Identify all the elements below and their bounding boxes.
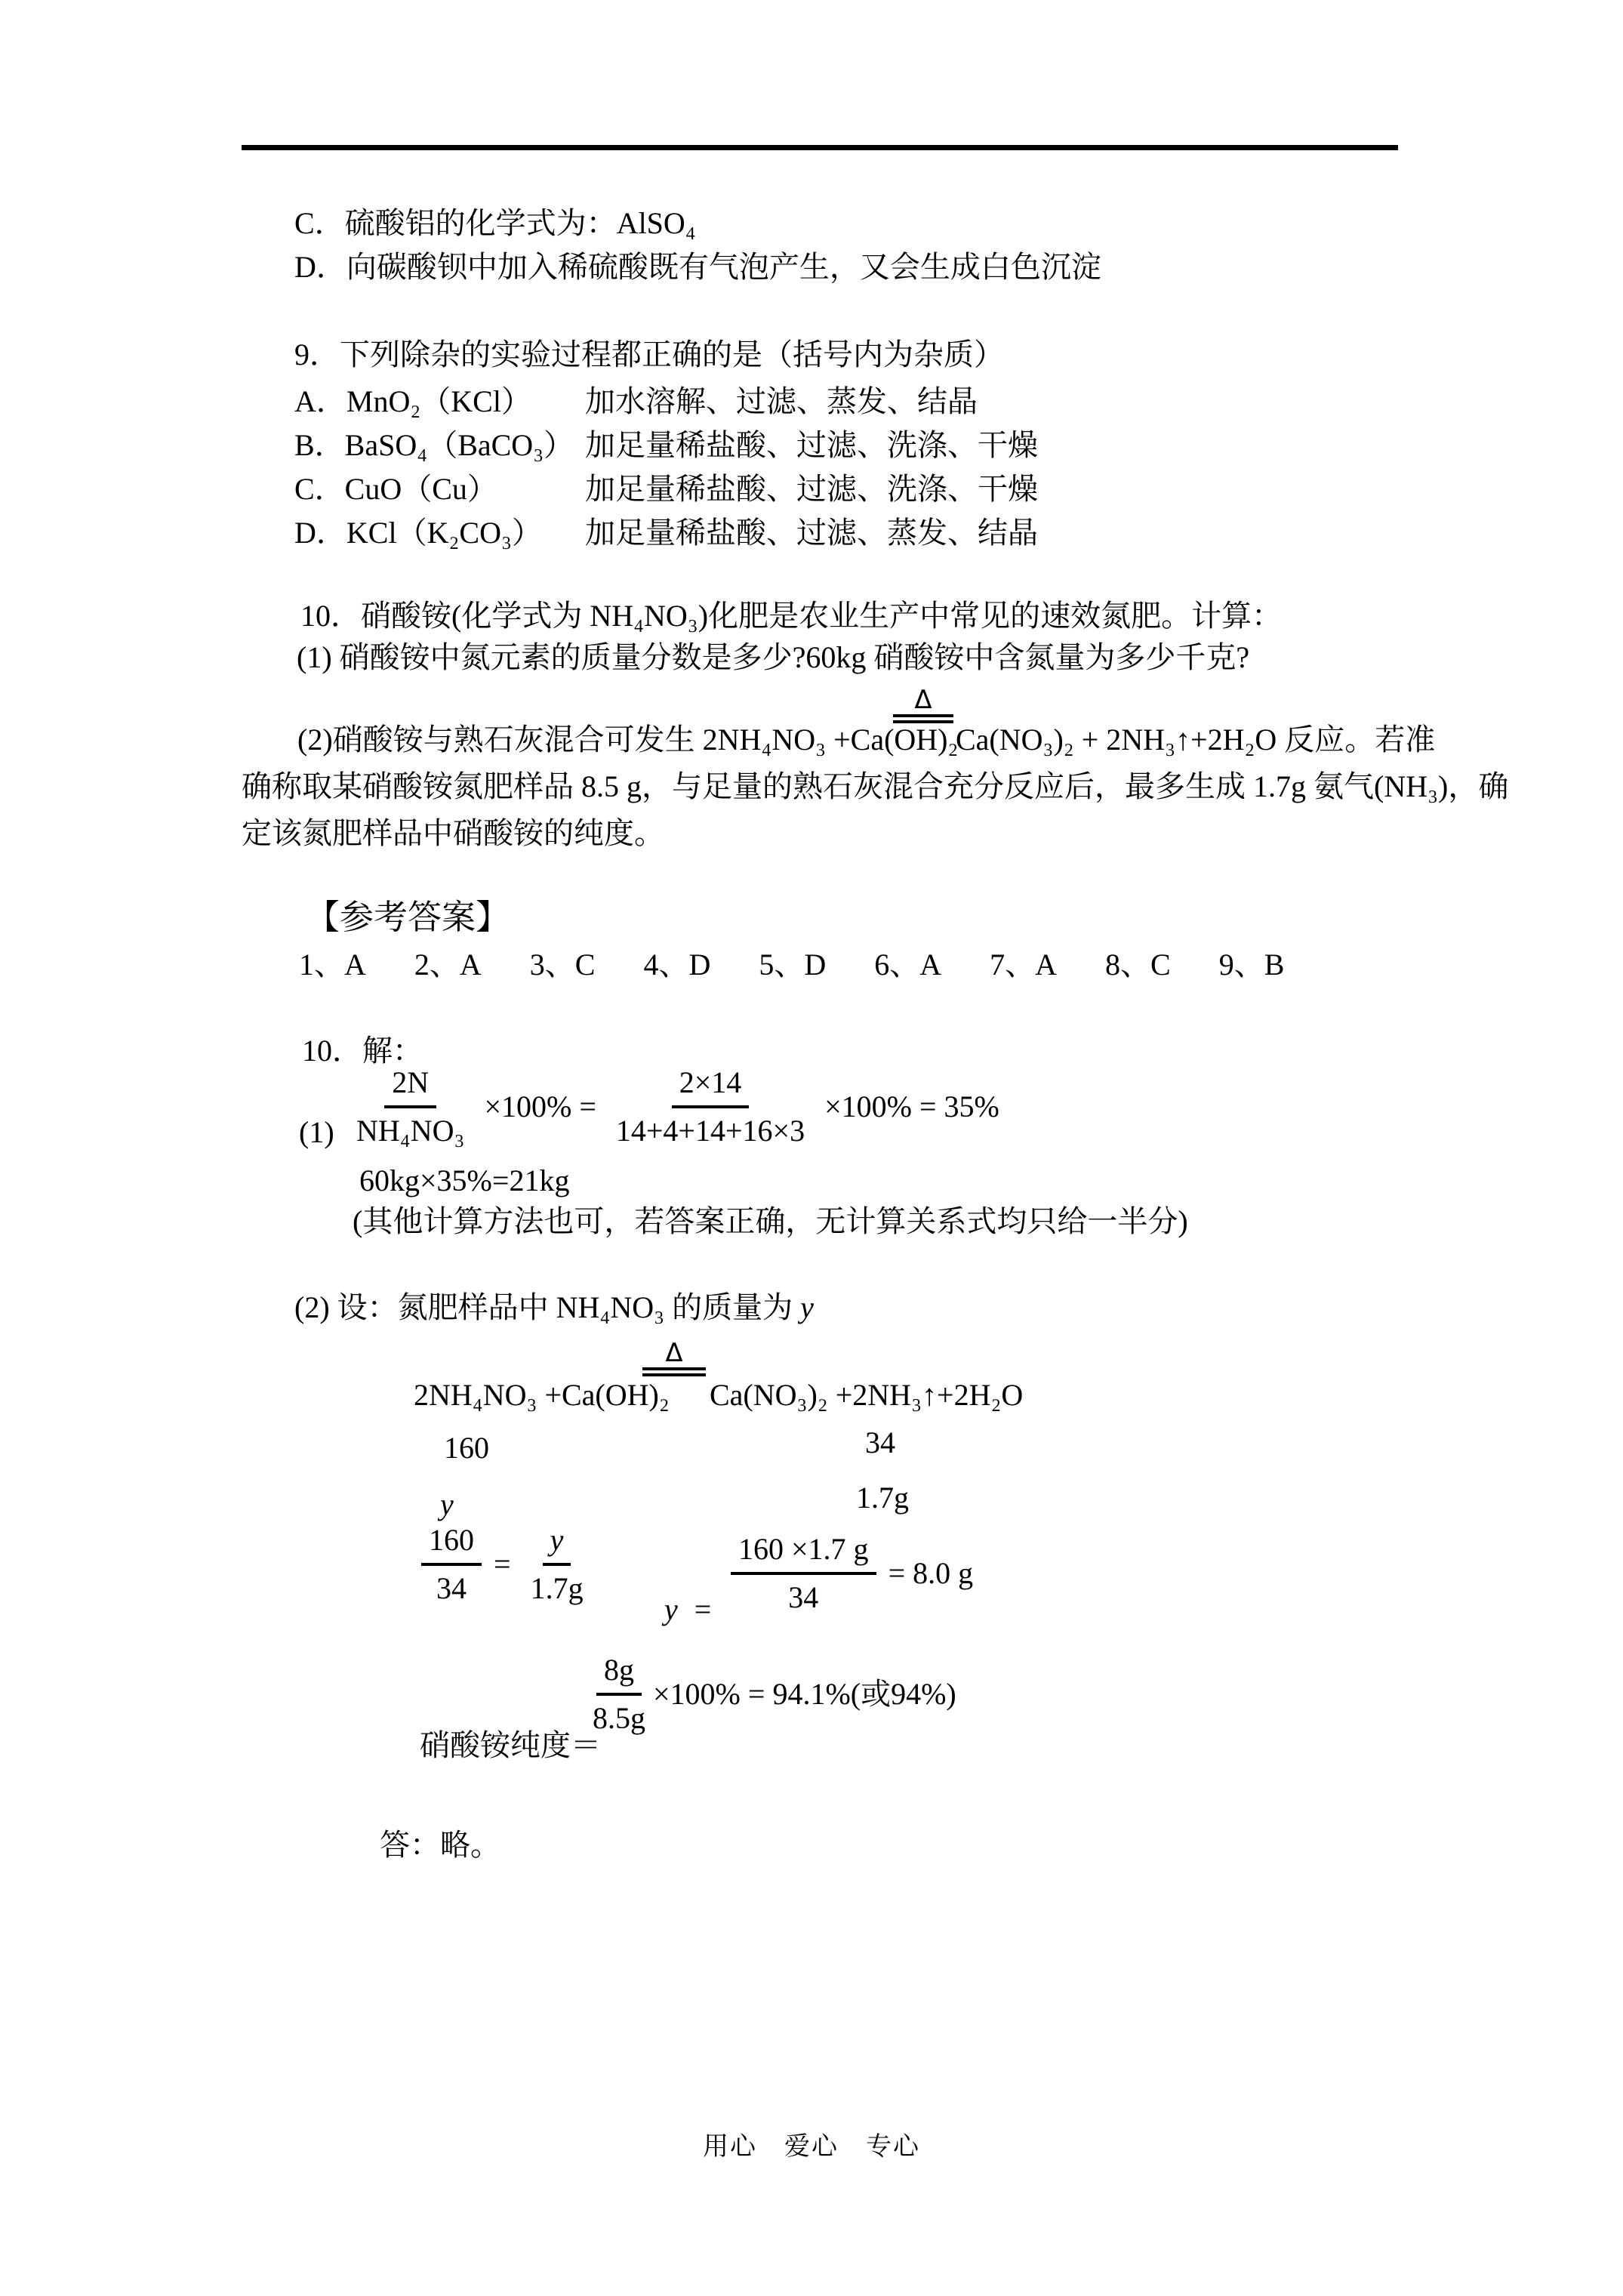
- answer-item-5: 5、D: [759, 948, 827, 982]
- frac-denominator: 34: [436, 1571, 467, 1605]
- q9-option-a-formula: A．MnO₂（KCl）: [294, 384, 531, 418]
- frac-denominator: 34: [788, 1580, 819, 1614]
- answer-item-1: 1、A: [299, 948, 366, 982]
- delta-icon: Δ: [914, 685, 932, 715]
- proportion-equation: [421, 1521, 591, 1608]
- q10-part2-line3: 定该氮肥样品中硝酸铵的纯度。: [242, 816, 664, 850]
- answer-row: [299, 945, 1284, 985]
- q9-option-d: [294, 513, 1038, 553]
- frac-numerator: y: [543, 1521, 571, 1566]
- solution1-note-line: (其他计算方法也可，若答案正确，无计算关系式均只给一半分): [353, 1204, 1188, 1238]
- frac-numerator: 2N: [384, 1063, 436, 1108]
- purity-label: 硝酸铵纯度＝: [420, 1728, 601, 1762]
- frac-160x17-34: [731, 1530, 876, 1617]
- set-line-text: (2) 设：氮肥样品中 NH₄NO₃ 的质量为: [294, 1290, 801, 1324]
- frac-2x14-sum: [608, 1063, 812, 1151]
- page-footer: 用心 爱心 专心: [703, 2133, 920, 2161]
- double-bond-line: [893, 714, 953, 723]
- frac-numerator: 2×14: [672, 1063, 750, 1108]
- equals-sign: =: [494, 1547, 511, 1581]
- q8-option-d: D．向碳酸钡中加入稀硫酸既有气泡产生，又会生成白色沉淀: [294, 250, 1101, 284]
- frac-denominator: 14+4+14+16×3: [615, 1114, 805, 1148]
- double-bond-line: [642, 1367, 706, 1376]
- final-answer-line: 答：略。: [380, 1828, 500, 1862]
- q10-part2-line1-left: (2)硝酸铵与熟石灰混合可发生 2NH₄NO₃ +Ca(OH)₂: [297, 723, 959, 757]
- frac-numerator: 160: [421, 1521, 482, 1566]
- q10-title: 10．硝酸铵(化学式为 NH₄NO₃)化肥是农业生产中常见的速效氮肥。计算：: [300, 599, 1283, 633]
- reaction-condition: [893, 687, 953, 723]
- answer-item-7: 7、A: [990, 948, 1058, 982]
- q9-option-b-formula: B．BaSO₄（BaCO₃）: [294, 428, 574, 462]
- q9-option-c-procedure: 加足量稀盐酸、过滤、洗涤、干燥: [585, 472, 1038, 506]
- molar-mass-reactant: 160: [444, 1431, 489, 1465]
- purity-result: ×100% = 94.1%(或94%): [653, 1677, 956, 1711]
- variable-y: y: [664, 1592, 678, 1626]
- reaction-condition: [642, 1340, 706, 1376]
- unknown-mass-y: y: [440, 1487, 454, 1521]
- q10-part2-line1-right: Ca(NO₃)₂ + 2NH₃↑+2H₂O 反应。若准: [956, 723, 1436, 757]
- purity-equation: [585, 1650, 956, 1738]
- answer-item-2: 2、A: [414, 948, 482, 982]
- q9-option-c-formula: C．CuO（Cu）: [294, 472, 497, 506]
- q9-option-b-procedure: 加足量稀盐酸、过滤、洗涤、干燥: [585, 428, 1038, 462]
- answer-item-9: 9、B: [1218, 948, 1285, 982]
- q9-option-d-formula: D．KCl（K₂CO₃）: [294, 516, 542, 550]
- reference-answer-header: 【参考答案】: [306, 898, 510, 936]
- answer-item-4: 4、D: [643, 948, 711, 982]
- solution2-reaction-left: 2NH₄NO₃ +Ca(OH)₂: [414, 1378, 670, 1412]
- q9-title: 9．下列除杂的实验过程都正确的是（括号内为杂质）: [294, 337, 1004, 371]
- q9-option-a-procedure: 加水溶解、过滤、蒸发、结晶: [585, 384, 978, 418]
- frac-numerator: 160 ×1.7 g: [731, 1530, 876, 1575]
- answer-item-3: 3、C: [529, 948, 596, 982]
- frac-160-34: [421, 1521, 482, 1608]
- q9-option-b: [294, 426, 1038, 465]
- q10-part2-line2: 确称取某硝酸铵氮肥样品 8.5 g，与足量的熟石灰混合充分反应后，最多生成 1.7g 氨气(NH₃)，确: [242, 769, 1509, 803]
- delta-icon: Δ: [665, 1338, 683, 1368]
- q9-option-a: [294, 382, 978, 421]
- solve-equation: [731, 1530, 973, 1617]
- frac-y-17g: [523, 1521, 591, 1608]
- equation-result: ×100% = 35%: [824, 1089, 999, 1123]
- frac-denominator: 1.7g: [530, 1571, 584, 1605]
- solution1-kg-line: 60kg×35%=21kg: [359, 1163, 570, 1197]
- molar-mass-product: 34: [865, 1425, 895, 1459]
- frac-2n-nh4no3: [349, 1063, 472, 1151]
- q9-option-c: [294, 470, 1038, 509]
- q10-part1: (1) 硝酸铵中氮元素的质量分数是多少?60kg 硝酸铵中含氮量为多少千克?: [297, 640, 1250, 674]
- frac-8g-85g: [585, 1650, 653, 1738]
- equation-mid: ×100% =: [484, 1089, 596, 1123]
- frac-denominator: NH₄NO₃: [356, 1114, 465, 1148]
- solution1-equation: [349, 1063, 999, 1151]
- answer-item-8: 8、C: [1105, 948, 1171, 982]
- header-divider: [242, 145, 1398, 150]
- solution-header: 10．解：: [302, 1034, 423, 1068]
- set-line-variable: y: [800, 1290, 814, 1324]
- solution2-reaction-right: Ca(NO₃)₂ +2NH₃↑+2H₂O: [710, 1378, 1024, 1412]
- solution2-set-line: [294, 1288, 814, 1327]
- q8-option-c: C．硫酸铝的化学式为：AlSO₄: [294, 206, 696, 240]
- frac-numerator: 8g: [596, 1650, 642, 1696]
- equals-sign: =: [694, 1592, 712, 1626]
- given-mass: 1.7g: [856, 1481, 909, 1515]
- solution1-label: (1): [299, 1115, 334, 1149]
- solve-lhs: [664, 1590, 711, 1629]
- q9-option-d-procedure: 加足量稀盐酸、过滤、蒸发、结晶: [585, 516, 1038, 550]
- solve-result: = 8.0 g: [888, 1556, 974, 1590]
- answer-item-6: 6、A: [874, 948, 942, 982]
- frac-denominator: 8.5g: [593, 1701, 645, 1735]
